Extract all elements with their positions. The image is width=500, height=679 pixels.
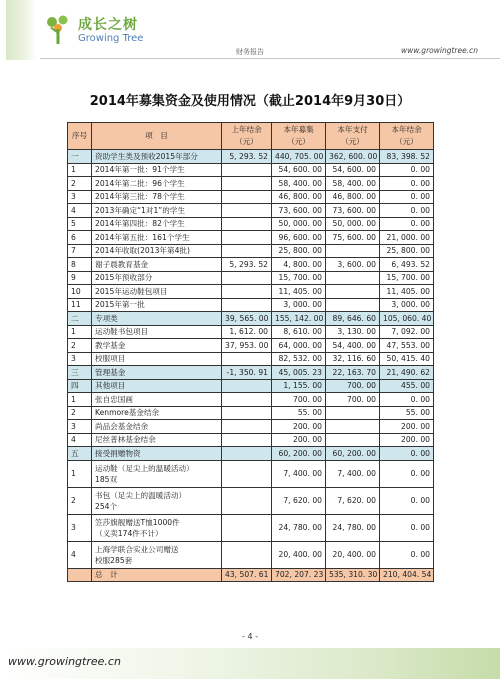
amount-cell (222, 244, 272, 258)
amount-cell (222, 379, 272, 393)
table-row (68, 352, 434, 366)
page-title: 2014年募集资金及使用情况（截止2014年9月30日） (89, 94, 411, 109)
amount-cell: 6, 493. 52 (380, 258, 434, 272)
amount-cell: 0. 00 (380, 514, 434, 541)
table-row (68, 231, 434, 245)
amount-cell: 0. 00 (380, 204, 434, 218)
header-section-label: 财务报告 (236, 48, 264, 56)
amount-cell: 155, 142. 00 (272, 312, 326, 326)
table-row (68, 514, 434, 541)
section-row (68, 150, 434, 164)
amount-cell: 39, 565. 00 (222, 312, 272, 326)
header-divider (40, 58, 500, 59)
column-header: 本年支付 （元） (326, 123, 380, 150)
amount-cell (222, 204, 272, 218)
item-name: 运动鞋书包项目 (92, 325, 222, 339)
amount-cell: -1, 350. 91 (222, 366, 272, 380)
amount-cell: 440, 705. 00 (272, 150, 326, 164)
row-index: 1 (68, 460, 92, 487)
amount-cell: 7, 400. 00 (326, 460, 380, 487)
amount-cell: 11, 405. 00 (272, 285, 326, 299)
amount-cell: 54, 600. 00 (326, 163, 380, 177)
amount-cell (222, 541, 272, 568)
amount-cell: 5, 293. 52 (222, 150, 272, 164)
amount-cell: 0. 00 (380, 487, 434, 514)
amount-cell (222, 352, 272, 366)
amount-cell: 3, 130. 00 (326, 325, 380, 339)
table-row (68, 406, 434, 420)
table-row (68, 433, 434, 447)
amount-cell: 0. 00 (380, 217, 434, 231)
amount-cell (222, 298, 272, 312)
amount-cell: 200. 00 (380, 420, 434, 434)
row-index: 2 (68, 177, 92, 191)
row-index: 1 (68, 163, 92, 177)
amount-cell: 73, 600. 00 (326, 204, 380, 218)
row-index: 二 (68, 312, 92, 326)
logo (44, 12, 164, 52)
table-row (68, 177, 434, 191)
amount-cell: 700. 00 (326, 379, 380, 393)
amount-cell: 200. 00 (272, 433, 326, 447)
amount-cell (326, 406, 380, 420)
amount-cell: 55. 00 (272, 406, 326, 420)
amount-cell: 46, 800. 00 (272, 190, 326, 204)
amount-cell: 60, 200. 00 (326, 447, 380, 461)
amount-cell: 7, 092. 00 (380, 325, 434, 339)
brand-en: Growing Tree (78, 33, 144, 44)
amount-cell: 64, 000. 00 (272, 339, 326, 353)
amount-cell: 58, 400. 00 (326, 177, 380, 191)
amount-cell: 0. 00 (380, 460, 434, 487)
column-header: 本年募集 （元） (272, 123, 326, 150)
section-row (68, 379, 434, 393)
amount-cell (222, 514, 272, 541)
amount-cell: 54, 600. 00 (272, 163, 326, 177)
amount-cell: 32, 116. 60 (326, 352, 380, 366)
item-name: 2014年第三批：78个学生 (92, 190, 222, 204)
amount-cell: 82, 532. 00 (272, 352, 326, 366)
amount-cell: 200. 00 (272, 420, 326, 434)
amount-cell (222, 190, 272, 204)
amount-cell: 50, 000. 00 (272, 217, 326, 231)
row-index: 11 (68, 298, 92, 312)
amount-cell: 45, 005. 23 (272, 366, 326, 380)
amount-cell: 105, 060. 40 (380, 312, 434, 326)
item-name: 谢子晨教育基金 (92, 258, 222, 272)
amount-cell: 15, 700. 00 (272, 271, 326, 285)
total-row (68, 568, 434, 582)
row-index: 4 (68, 204, 92, 218)
amount-cell: 7, 620. 00 (272, 487, 326, 514)
amount-cell (326, 271, 380, 285)
item-name: 教学基金 (92, 339, 222, 353)
item-name: 2013年确定“1对1”的学生 (92, 204, 222, 218)
amount-cell: 21, 490. 62 (380, 366, 434, 380)
amount-cell: 4, 800. 00 (272, 258, 326, 272)
table-header-row (68, 123, 434, 150)
amount-cell: 46, 800. 00 (326, 190, 380, 204)
amount-cell (222, 177, 272, 191)
row-index: 6 (68, 231, 92, 245)
amount-cell: 25, 800. 00 (272, 244, 326, 258)
amount-cell: 24, 780. 00 (326, 514, 380, 541)
amount-cell: 60, 200. 00 (272, 447, 326, 461)
page-header (0, 0, 500, 62)
column-header: 本年结余 （元） (380, 123, 434, 150)
table-row (68, 541, 434, 568)
table-row (68, 325, 434, 339)
item-name: 2014年第二批：96个学生 (92, 177, 222, 191)
table-row (68, 285, 434, 299)
item-name: 尼丝普林基金结余 (92, 433, 222, 447)
amount-cell (326, 298, 380, 312)
row-index: 10 (68, 285, 92, 299)
amount-cell: 3, 000. 00 (272, 298, 326, 312)
item-name: 2014年第五批：161个学生 (92, 231, 222, 245)
row-index: 一 (68, 150, 92, 164)
item-name: 2014年收取(2013年第4批) (92, 244, 222, 258)
amount-cell: 1, 612. 00 (222, 325, 272, 339)
table-body (68, 150, 434, 582)
amount-cell: 7, 400. 00 (272, 460, 326, 487)
table-row (68, 339, 434, 353)
tree-icon (44, 14, 72, 46)
amount-cell: 0. 00 (380, 541, 434, 568)
amount-cell: 37, 953. 00 (222, 339, 272, 353)
row-index: 2 (68, 487, 92, 514)
funds-table (67, 122, 434, 582)
amount-cell: 700. 00 (326, 393, 380, 407)
column-header: 上年结余 （元） (222, 123, 272, 150)
amount-cell: 25, 800. 00 (380, 244, 434, 258)
item-name: 总 计 (92, 568, 222, 582)
amount-cell: 89, 646. 60 (326, 312, 380, 326)
amount-cell: 1, 155. 00 (272, 379, 326, 393)
amount-cell: 7, 620. 00 (326, 487, 380, 514)
table-row (68, 460, 434, 487)
amount-cell: 3, 600. 00 (326, 258, 380, 272)
amount-cell: 50, 000. 00 (326, 217, 380, 231)
amount-cell: 3, 000. 00 (380, 298, 434, 312)
item-name: 书包（足尖上的温暖活动） 254个 (92, 487, 222, 514)
row-index: 7 (68, 244, 92, 258)
amount-cell: 0. 00 (380, 177, 434, 191)
amount-cell (326, 433, 380, 447)
item-name: 接受捐赠物资 (92, 447, 222, 461)
row-index: 9 (68, 271, 92, 285)
row-index (68, 568, 92, 582)
item-name: 尚品会基金结余 (92, 420, 222, 434)
table-row (68, 217, 434, 231)
amount-cell: 20, 400. 00 (272, 541, 326, 568)
amount-cell (222, 271, 272, 285)
amount-cell (222, 393, 272, 407)
row-index: 5 (68, 217, 92, 231)
amount-cell: 8, 610. 00 (272, 325, 326, 339)
amount-cell: 700. 00 (272, 393, 326, 407)
amount-cell (326, 244, 380, 258)
row-index: 三 (68, 366, 92, 380)
amount-cell: 535, 310. 30 (326, 568, 380, 582)
amount-cell: 54, 400. 00 (326, 339, 380, 353)
table-row (68, 244, 434, 258)
item-name: Kenmore基金结余 (92, 406, 222, 420)
item-name: 其他项目 (92, 379, 222, 393)
footer-url: www.growingtree.cn (8, 655, 121, 668)
amount-cell: 83, 398. 52 (380, 150, 434, 164)
amount-cell (222, 433, 272, 447)
table-row (68, 487, 434, 514)
row-index: 2 (68, 406, 92, 420)
row-index: 4 (68, 541, 92, 568)
amount-cell (326, 420, 380, 434)
item-name: 运动鞋（足尖上的温暖活动） 185双 (92, 460, 222, 487)
amount-cell: 55. 00 (380, 406, 434, 420)
section-row (68, 447, 434, 461)
amount-cell: 11, 405. 00 (380, 285, 434, 299)
amount-cell: 24, 780. 00 (272, 514, 326, 541)
row-index: 3 (68, 420, 92, 434)
column-header: 项 目 (92, 123, 222, 150)
amount-cell: 22, 163. 70 (326, 366, 380, 380)
amount-cell (222, 487, 272, 514)
brand-cn: 成长之树 (78, 17, 138, 33)
item-name: 上海学联合实业公司赠送 校服285套 (92, 541, 222, 568)
amount-cell: 15, 700. 00 (380, 271, 434, 285)
section-row (68, 312, 434, 326)
amount-cell (222, 217, 272, 231)
item-name: 校服项目 (92, 352, 222, 366)
row-index: 五 (68, 447, 92, 461)
item-name: 笠莎旗舰赠送T恤1000件 （义卖174件不计） (92, 514, 222, 541)
amount-cell: 21, 000. 00 (380, 231, 434, 245)
amount-cell (222, 406, 272, 420)
amount-cell (222, 163, 272, 177)
amount-cell: 5, 293. 52 (222, 258, 272, 272)
row-index: 3 (68, 352, 92, 366)
row-index: 2 (68, 339, 92, 353)
amount-cell (222, 460, 272, 487)
amount-cell (222, 231, 272, 245)
row-index: 1 (68, 393, 92, 407)
item-name: 专项类 (92, 312, 222, 326)
amount-cell: 200. 00 (380, 433, 434, 447)
table-row (68, 271, 434, 285)
amount-cell: 75, 600. 00 (326, 231, 380, 245)
amount-cell: 0. 00 (380, 190, 434, 204)
amount-cell: 96, 600. 00 (272, 231, 326, 245)
table-row (68, 163, 434, 177)
item-name: 资助学生类及预收2015年部分 (92, 150, 222, 164)
item-name: 管理基金 (92, 366, 222, 380)
row-index: 1 (68, 325, 92, 339)
amount-cell (222, 447, 272, 461)
item-name: 张自忠国画 (92, 393, 222, 407)
row-index: 3 (68, 190, 92, 204)
row-index: 3 (68, 514, 92, 541)
table-row (68, 298, 434, 312)
amount-cell: 73, 600. 00 (272, 204, 326, 218)
amount-cell: 0. 00 (380, 447, 434, 461)
amount-cell (222, 420, 272, 434)
amount-cell: 0. 00 (380, 163, 434, 177)
amount-cell: 58, 400. 00 (272, 177, 326, 191)
item-name: 2015年运动鞋包项目 (92, 285, 222, 299)
amount-cell (326, 285, 380, 299)
table-row (68, 393, 434, 407)
amount-cell: 0. 00 (380, 393, 434, 407)
column-header: 序号 (68, 123, 92, 150)
amount-cell: 20, 400. 00 (326, 541, 380, 568)
amount-cell: 47, 553. 00 (380, 339, 434, 353)
table-row (68, 420, 434, 434)
amount-cell: 455. 00 (380, 379, 434, 393)
section-row (68, 366, 434, 380)
row-index: 8 (68, 258, 92, 272)
amount-cell: 362, 600. 00 (326, 150, 380, 164)
table-row (68, 258, 434, 272)
item-name: 2014年第一批：91个学生 (92, 163, 222, 177)
amount-cell: 43, 507. 61 (222, 568, 272, 582)
row-index: 四 (68, 379, 92, 393)
item-name: 2015年第一批 (92, 298, 222, 312)
item-name: 2015年预收部分 (92, 271, 222, 285)
amount-cell: 702, 207. 23 (272, 568, 326, 582)
amount-cell: 50, 415. 40 (380, 352, 434, 366)
amount-cell (222, 285, 272, 299)
page-number: - 4 - (242, 632, 258, 641)
table-row (68, 204, 434, 218)
row-index: 4 (68, 433, 92, 447)
item-name: 2014年第四批：82个学生 (92, 217, 222, 231)
header-url: www.growingtree.cn (401, 46, 478, 55)
amount-cell: 210, 404. 54 (380, 568, 434, 582)
table-row (68, 190, 434, 204)
